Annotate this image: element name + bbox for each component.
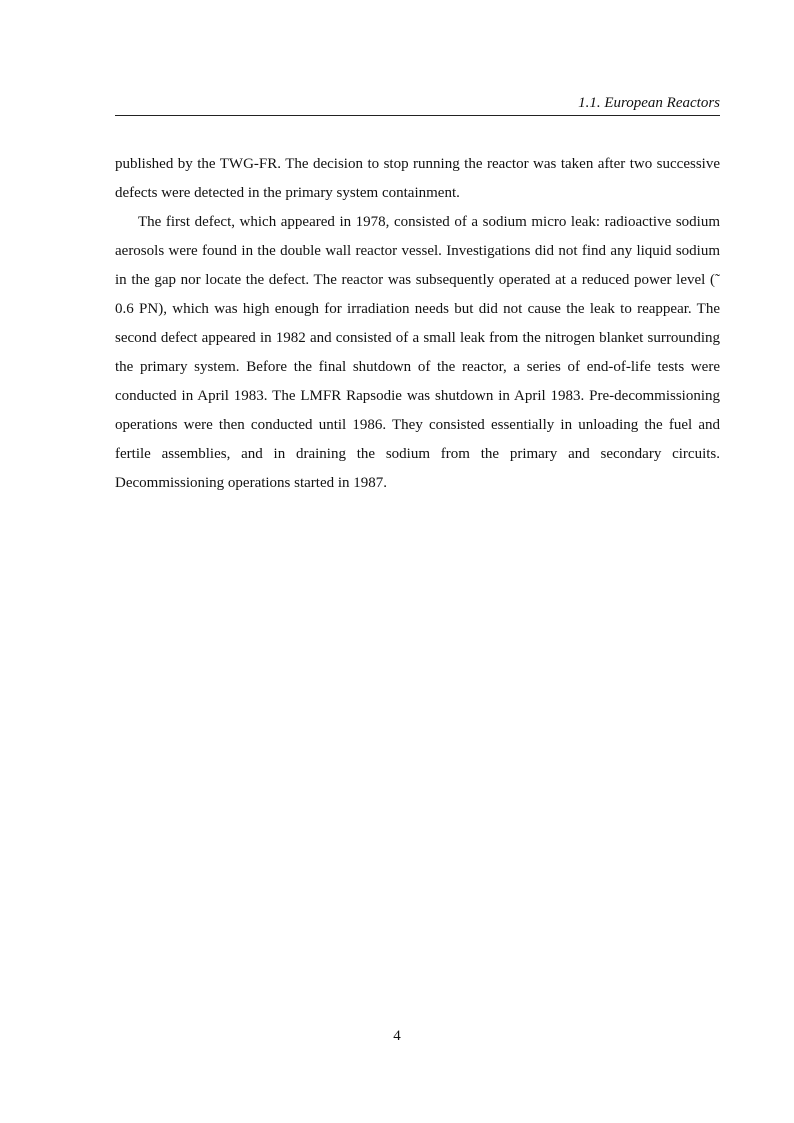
section-title: 1.1. European Reactors — [578, 95, 720, 111]
paragraph-first-defect: The first defect, which appeared in 1978, consisted of a sodium micro leak: radioactive sodium aerosols were found in the double wall reactor vessel. Investigations did not find any liquid sodium in the gap nor locate the defect. The reactor was subsequently operated at a reduced power level (˜ 0.6 PN), which was high enough for irradiation needs but did not cause the leak to reappear. The second defect appeared in 1982 and consisted of a small leak from the nitrogen blanket surrounding the primary system. Before the final shutdown of the reactor, a series of end-of-life tests were conducted in April 1983. The LMFR Rapsodie was shutdown in April 1983. Pre-decommissioning operations were then conducted until 1986. They consisted essentially in unloading the fuel and fertile assemblies, and in draining the sodium from the primary and secondary circuits. Decommissioning operations started in 1987. — [115, 214, 720, 491]
running-header — [115, 92, 720, 116]
body-text — [115, 150, 720, 498]
page-number: 4 — [393, 1028, 401, 1044]
paragraph-continuation: published by the TWG-FR. The decision to stop running the reactor was taken after two successive defects were detected in the primary system containment. — [115, 156, 720, 201]
